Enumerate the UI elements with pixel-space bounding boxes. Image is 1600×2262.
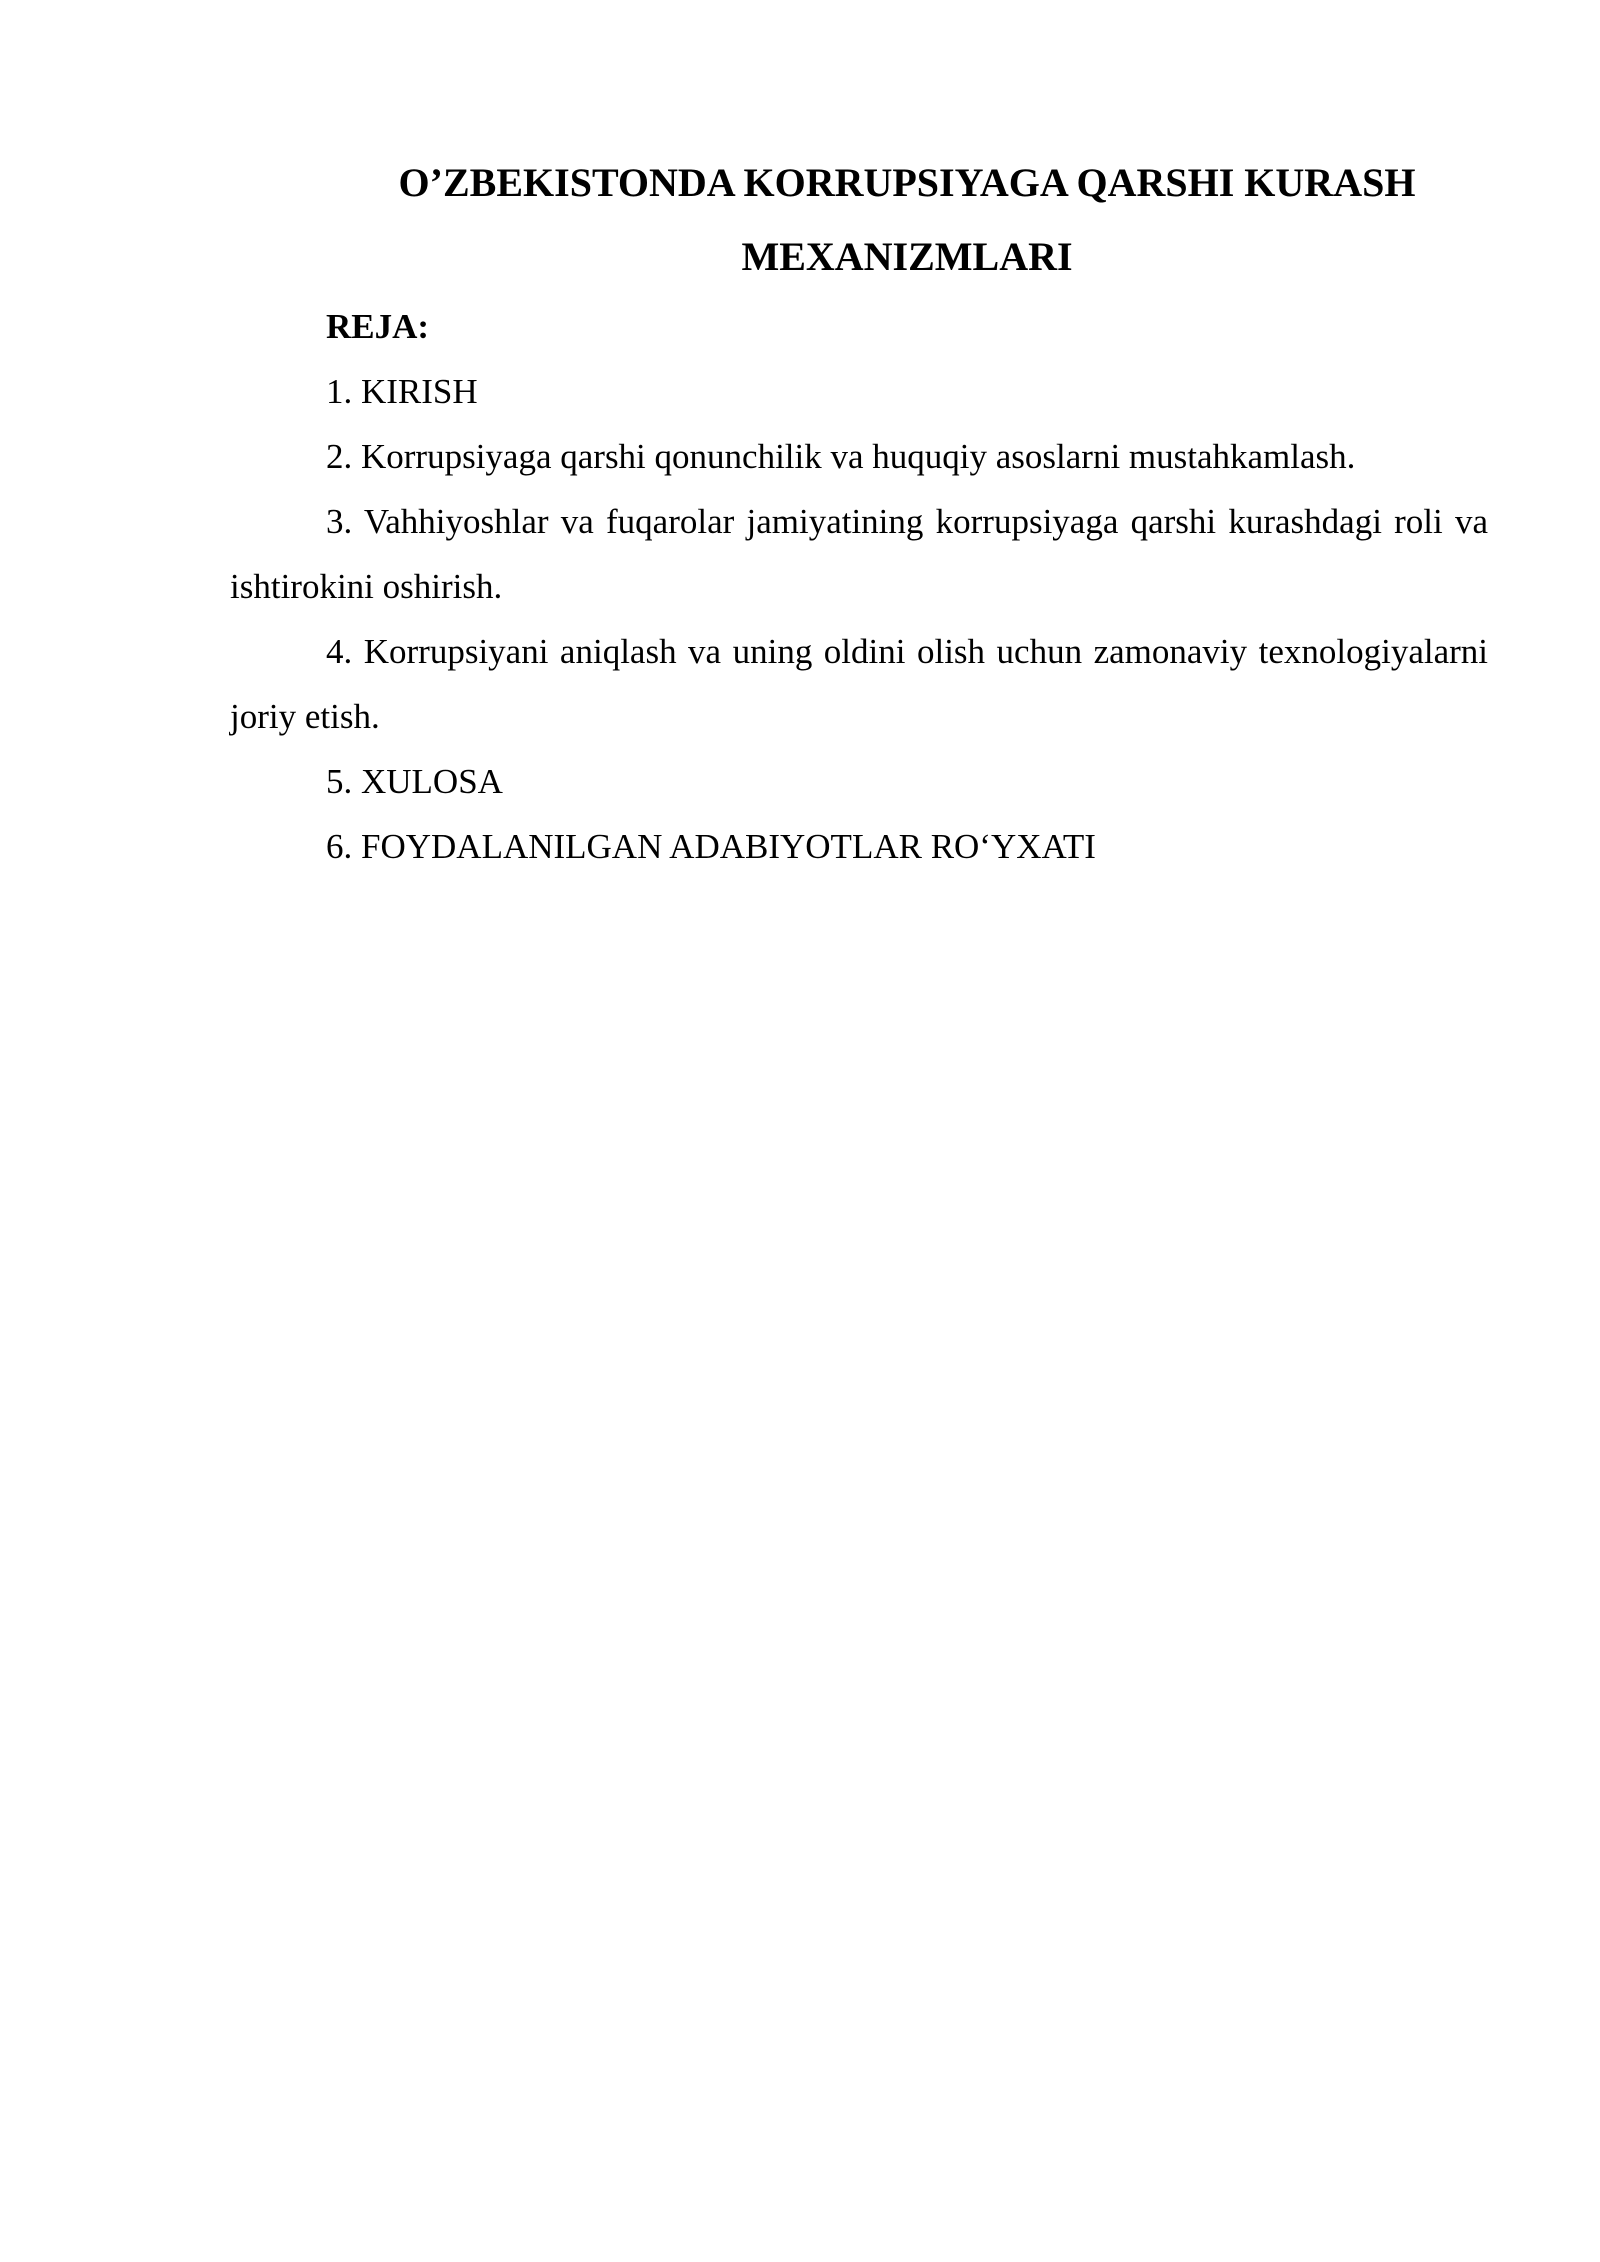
plan-item-4: 4. Korrupsiyani aniqlash va uning oldini olish uchun zamonaviy texnologiyalarni joriy etish. [230,632,1488,736]
plan-item-1: 1. KIRISH [326,372,478,411]
plan-item-3: 3. Vahhiyoshlar va fuqarolar jamiyatining korrupsiyaga qarshi kurashdagi roli va ishtirokini oshirish. [230,502,1488,606]
title-line-1: O’ZBEKISTONDA KORRUPSIYAGA QARSHI KURASH [398,160,1416,205]
plan-heading: REJA: [326,307,430,346]
document-title [230,146,1488,294]
plan-item-2: 2. Korrupsiyaga qarshi qonunchilik va huquqiy asoslarni mustahkamlash. [326,437,1356,476]
title-line-2: MEXANIZMLARI [741,234,1073,279]
document-content [230,146,1488,879]
plan-item-5: 5. XULOSA [326,762,503,801]
plan-item-6: 6. FOYDALANILGAN ADABIYOTLAR RO‘YXATI [326,827,1096,866]
